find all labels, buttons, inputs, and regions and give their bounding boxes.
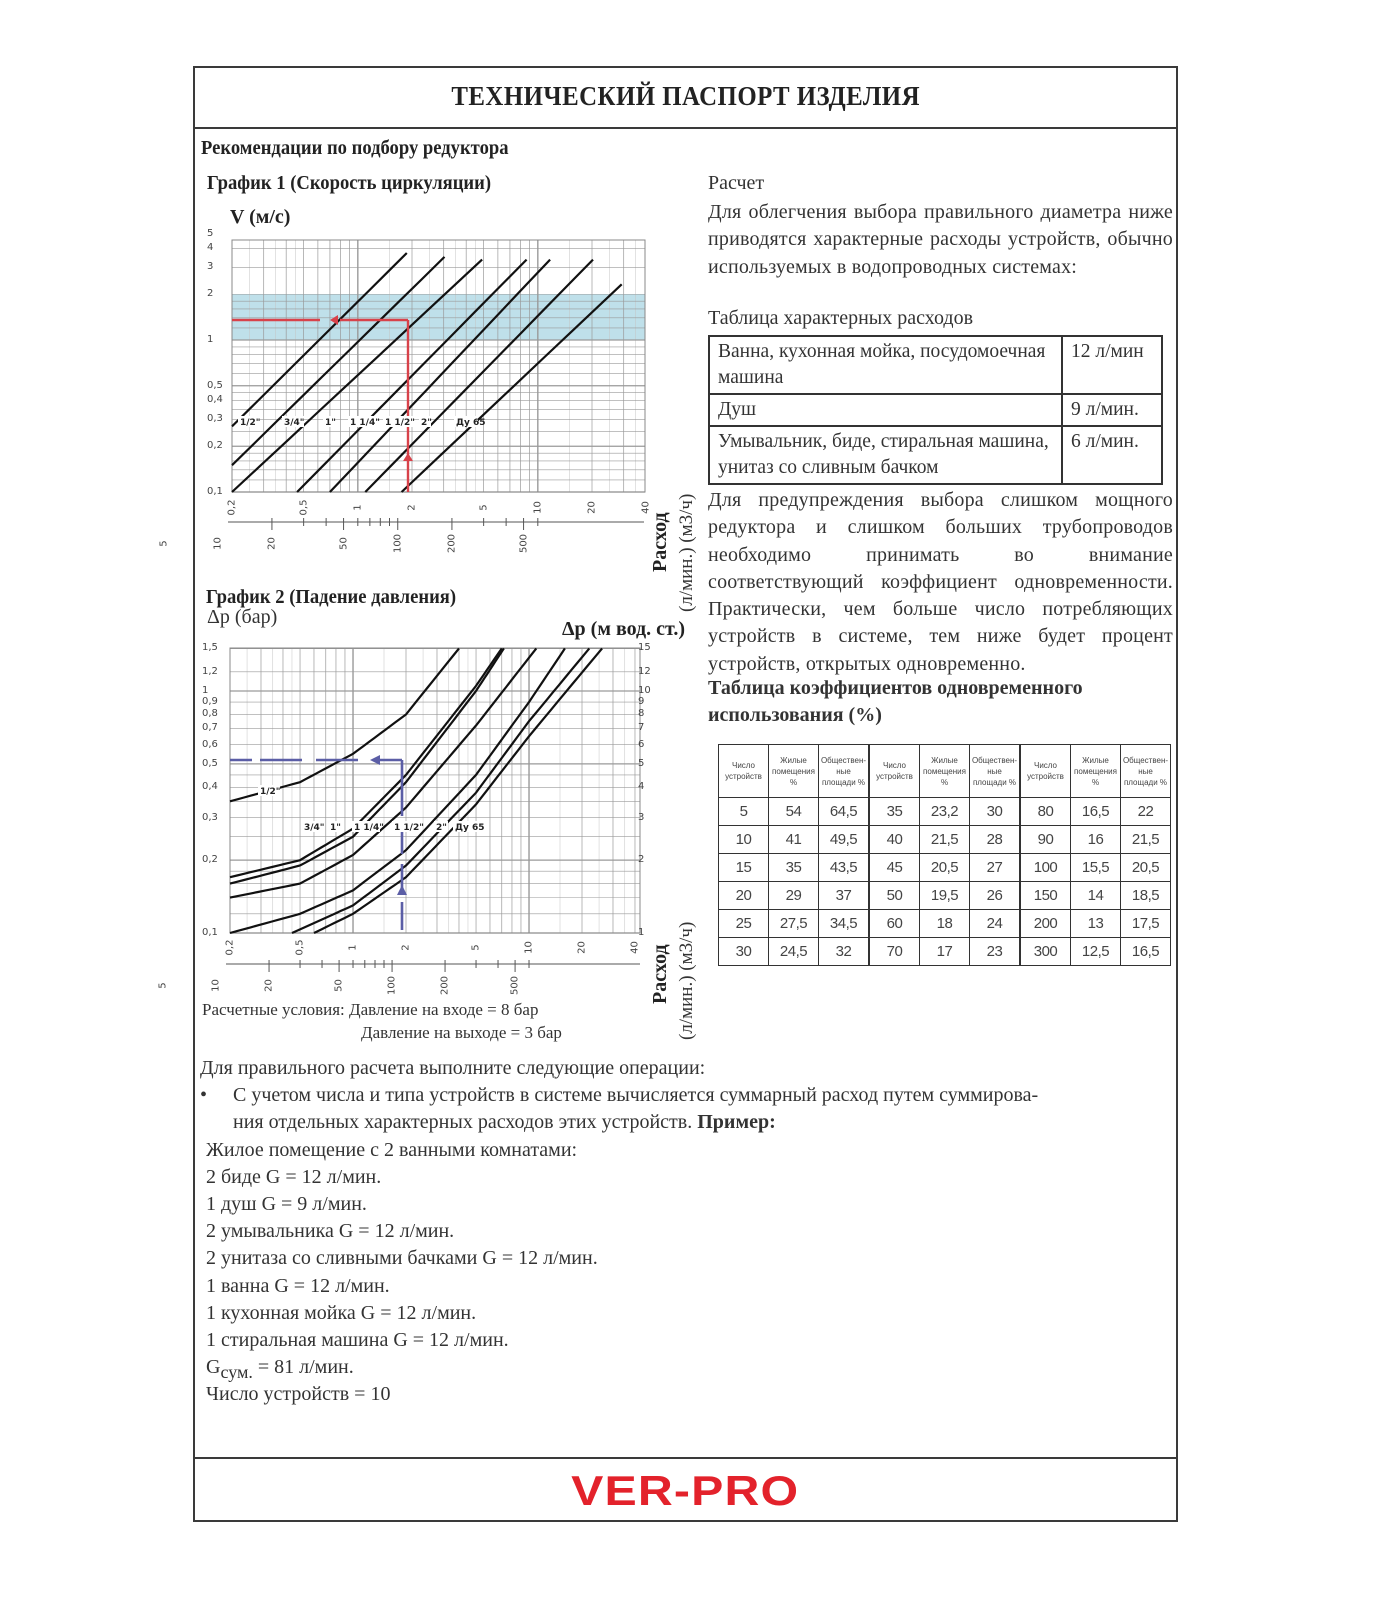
table-cell: 12,5 [1071, 938, 1121, 966]
x-tick-lmin: 5 [158, 540, 170, 547]
procedure-bullet [200, 1084, 1039, 1111]
conditions-inlet: Расчетные условия: Давление на входе = 8 бар [202, 1000, 539, 1019]
table-row [1021, 938, 1171, 966]
table-row [870, 798, 1020, 826]
x-tick-lmin: 5 [157, 982, 169, 989]
y-tick-mwc: 12 [638, 665, 651, 677]
table-cell: 45 [870, 854, 920, 882]
example-line: 1 кухонная мойка G = 12 л/мин. [206, 1301, 477, 1324]
device-count: Число устройств = 10 [206, 1383, 391, 1406]
coef-title-line1: Таблица коэффициентов одновременного [708, 677, 1083, 699]
x-tick: 10 [532, 501, 544, 514]
x-tick: 2 [406, 504, 418, 511]
device-cell: Душ [709, 394, 1062, 426]
column-header: Число устройств [719, 745, 769, 798]
x-tick-lmin: 20 [263, 979, 275, 992]
x-tick: 40 [629, 941, 641, 954]
y-tick-bar: 0,4 [202, 781, 218, 793]
y-tick: 0,4 [207, 394, 223, 406]
table-cell: 35 [769, 854, 819, 882]
table-cell: 15,5 [1071, 854, 1121, 882]
graph1-y-title: V (м/с) [230, 206, 291, 228]
table-row [870, 882, 1020, 910]
table-row [1021, 910, 1171, 938]
table-cell: 35 [870, 798, 920, 826]
y-tick-bar: 0,8 [202, 708, 218, 720]
column-header: Жилые помещения % [1071, 745, 1121, 798]
graph2-y-left-title: Δp (бар) [207, 606, 278, 628]
table-cell: 60 [870, 910, 920, 938]
x-tick: 20 [576, 941, 588, 954]
x-tick-lmin: 100 [392, 533, 404, 554]
column-header: Число устройств [1021, 745, 1071, 798]
curve-1 [230, 648, 504, 883]
graph2-x-subtitle: (л/мин.) (м3/ч) [676, 921, 697, 1040]
procedure [200, 1057, 1039, 1410]
device-cell: Ванна, кухонная мойка, посудомоечная машина [709, 336, 1062, 394]
curve-12 [230, 648, 459, 801]
column-header: Обществен-ные площади % [970, 745, 1020, 798]
x-tick: 0,2 [226, 499, 238, 516]
y-tick: 4 [207, 242, 214, 254]
example-label: Пример: [697, 1111, 776, 1134]
curve-label: 1 1/4" [350, 418, 380, 428]
y-tick-bar: 1 [202, 685, 209, 696]
table-cell: 19,5 [920, 882, 970, 910]
table-cell: 25 [719, 910, 769, 938]
graph1-x-ruler [228, 518, 648, 532]
table-row [870, 910, 1020, 938]
column-header: Жилые помещения % [920, 745, 970, 798]
table-cell: 70 [870, 938, 920, 966]
y-tick-bar: 0,3 [202, 811, 218, 823]
table-cell: 54 [769, 798, 819, 826]
graph1-x-title: Расход [649, 512, 671, 572]
table-cell: 300 [1021, 938, 1071, 966]
page-title: ТЕХНИЧЕСКИЙ ПАСПОРТ ИЗДЕЛИЯ [451, 81, 920, 111]
table-row [1021, 826, 1171, 854]
table-cell: 150 [1021, 882, 1071, 910]
graph2-x-ruler [226, 960, 646, 974]
table-cell: 27,5 [769, 910, 819, 938]
x-tick-lmin: 200 [439, 975, 451, 996]
x-tick-lmin: 50 [333, 979, 345, 992]
table-cell: 20 [719, 882, 769, 910]
table-cell: 43,5 [819, 854, 869, 882]
table-row [719, 882, 869, 910]
y-tick-mwc: 4 [638, 781, 645, 793]
table-cell: 50 [870, 882, 920, 910]
table-row [719, 798, 869, 826]
x-tick: 5 [470, 944, 482, 951]
table-cell: 100 [1021, 854, 1071, 882]
table-header-row [719, 745, 869, 798]
table-cell: 16,5 [1121, 938, 1171, 966]
table-cell: 90 [1021, 826, 1071, 854]
example-line: 1 стиральная машина G = 12 л/мин. [206, 1328, 509, 1351]
calc-heading: Расчет [708, 172, 765, 194]
y-tick: 0,2 [207, 440, 223, 452]
table-cell: 24 [970, 910, 1020, 938]
table-cell: 23,2 [920, 798, 970, 826]
y-tick-bar: 0,2 [202, 854, 218, 866]
x-tick-lmin: 10 [212, 537, 224, 550]
table-cell: 29 [769, 882, 819, 910]
sum-prefix: G [206, 1356, 221, 1379]
table-cell: 16,5 [1071, 798, 1121, 826]
table-row [870, 854, 1020, 882]
device-cell: Умывальник, биде, стиральная машина, унитаз со сливным бачком [709, 426, 1062, 484]
bullet-text-line2: ния отдельных характерных расходов этих устройств. [233, 1111, 693, 1134]
y-tick: 2 [207, 288, 214, 300]
table-cell: 15 [719, 854, 769, 882]
coef-table-2 [869, 744, 1020, 966]
table-row [709, 336, 1162, 394]
flow-cell: 12 л/мин [1062, 336, 1162, 394]
flow-cell: 9 л/мин. [1062, 394, 1162, 426]
table-cell: 37 [819, 882, 869, 910]
graph2-title: График 2 (Падение давления) [206, 586, 457, 608]
table-cell: 18 [920, 910, 970, 938]
graph1-chart [200, 227, 670, 560]
table-cell: 64,5 [819, 798, 869, 826]
x-tick: 0,2 [224, 939, 236, 956]
conditions-outlet: Давление на выходе = 3 бар [361, 1023, 562, 1042]
table-cell: 22 [1121, 798, 1171, 826]
example-line: Жилое помещение с 2 ванными комнатами: [206, 1138, 578, 1161]
table-cell: 27 [970, 854, 1020, 882]
example-line: 2 умывальника G = 12 л/мин. [206, 1220, 455, 1243]
y-tick-mwc: 10 [638, 685, 651, 696]
bullet-text-line1: С учетом числа и типа устройств в системе вычисляется суммарный расход путем суммирова- [233, 1084, 1039, 1107]
table-row [1021, 882, 1171, 910]
curve-label: 2" [421, 418, 432, 428]
bullet-icon: • [200, 1084, 208, 1107]
table-cell: 20,5 [920, 854, 970, 882]
example-line: 1 душ G = 9 л/мин. [206, 1192, 367, 1215]
example-line: 2 биде G = 12 л/мин. [206, 1165, 382, 1188]
table-cell: 13 [1071, 910, 1121, 938]
graph2-y-right-title: Δp (м вод. ст.) [562, 618, 686, 640]
example-line: 1 ванна G = 12 л/мин. [206, 1274, 390, 1297]
table-row [719, 910, 869, 938]
x-tick-lmin: 500 [509, 975, 521, 996]
column-header: Обществен-ные площади % [819, 745, 869, 798]
curve-label: Ду 65 [455, 823, 485, 833]
table-row [719, 938, 869, 966]
y-tick-mwc: 1 [638, 927, 645, 938]
table-header-row [1021, 745, 1171, 798]
x-tick-lmin: 100 [386, 975, 398, 996]
table-cell: 23 [970, 938, 1020, 966]
table-cell: 40 [870, 826, 920, 854]
table-cell: 24,5 [769, 938, 819, 966]
y-tick-bar: 0,7 [202, 722, 218, 734]
curve-label: 3/4" [284, 418, 305, 428]
calc-intro: Для облегчения выбора правильного диаметра ниже приводятся характерные расходы устройств, обычно используемых в водопроводных системах: [708, 201, 1173, 278]
table-row [719, 826, 869, 854]
x-tick-lmin: 200 [446, 533, 458, 554]
y-tick: 0,1 [207, 486, 223, 497]
table-cell: 32 [819, 938, 869, 966]
y-tick: 3 [207, 261, 214, 273]
curve-label: 1/2" [260, 787, 281, 797]
flow-table-title: Таблица характерных расходов [708, 307, 974, 329]
table-cell: 30 [970, 798, 1020, 826]
table-cell: 26 [970, 882, 1020, 910]
example-list [200, 1139, 776, 1357]
table-cell: 200 [1021, 910, 1071, 938]
curve-label: 1 1/2" [394, 823, 424, 833]
table-row [1021, 798, 1171, 826]
table-cell: 49,5 [819, 826, 869, 854]
y-tick-mwc: 3 [638, 811, 645, 823]
header [193, 66, 1178, 129]
y-tick: 0,5 [207, 379, 223, 391]
curve-label: 1/2" [240, 418, 261, 428]
x-tick: 1 [347, 944, 359, 951]
y-tick-mwc: 15 [638, 642, 651, 654]
y-tick-mwc: 8 [638, 708, 645, 720]
curve-label: 1 1/4" [354, 823, 384, 833]
x-tick: 10 [523, 941, 535, 954]
table-row [870, 826, 1020, 854]
curve-label: Ду 65 [456, 418, 486, 428]
procedure-intro: Для правильного расчета выполните следующие операции: [200, 1057, 706, 1079]
table-row [709, 394, 1162, 426]
procedure-bullet-line2 [200, 1111, 776, 1138]
x-tick: 0,5 [298, 499, 310, 516]
column-header: Число устройств [870, 745, 920, 798]
section-title: Рекомендации по подбору редуктора [201, 137, 509, 159]
table-cell: 10 [719, 826, 769, 854]
y-tick: 1 [207, 334, 214, 345]
x-tick: 40 [640, 501, 652, 514]
table-cell: 21,5 [920, 826, 970, 854]
curve-label: 3/4" [304, 823, 325, 833]
x-tick: 1 [352, 504, 364, 511]
graph1-x-subtitle: (л/мин.) (м3/ч) [676, 493, 697, 612]
coef-table-3 [1020, 744, 1171, 966]
table-cell: 5 [719, 798, 769, 826]
y-tick-bar: 0,5 [202, 757, 218, 769]
y-tick-mwc: 7 [638, 722, 645, 734]
y-tick-bar: 0,6 [202, 738, 218, 750]
table-cell: 17,5 [1121, 910, 1171, 938]
y-tick-bar: 1,5 [202, 642, 218, 654]
curve-label: 2" [436, 823, 447, 833]
y-tick-bar: 1,2 [202, 665, 218, 677]
table-cell: 34,5 [819, 910, 869, 938]
x-tick-lmin: 50 [338, 537, 350, 550]
y-tick: 0,3 [207, 413, 223, 425]
x-tick-lmin: 10 [210, 979, 222, 992]
table-cell: 28 [970, 826, 1020, 854]
graph2-x-title: Расход [649, 944, 671, 1004]
curve-label: 1" [325, 418, 336, 428]
curve-label: 1" [330, 823, 341, 833]
x-tick: 5 [478, 504, 490, 511]
flow-cell: 6 л/мин. [1062, 426, 1162, 484]
y-tick-bar: 0,1 [202, 927, 218, 938]
sum-line [200, 1356, 776, 1383]
column-header: Обществен-ные площади % [1121, 745, 1171, 798]
table-row [709, 426, 1162, 484]
example-line: 2 унитаза со сливными бачками G = 12 л/мин. [206, 1247, 598, 1270]
x-tick-lmin: 20 [266, 537, 278, 550]
y-tick-bar: 0,9 [202, 696, 218, 708]
table-cell: 21,5 [1121, 826, 1171, 854]
table-cell: 41 [769, 826, 819, 854]
curve-label: 1 1/2" [385, 418, 415, 428]
table-cell: 80 [1021, 798, 1071, 826]
x-tick: 20 [586, 501, 598, 514]
sum-value: = 81 л/мин. [252, 1356, 354, 1379]
table-cell: 18,5 [1121, 882, 1171, 910]
table-row [1021, 854, 1171, 882]
graph2-chart [200, 640, 670, 950]
y-tick-mwc: 6 [638, 738, 645, 750]
ver-pro-logo: VER-PRO [571, 1466, 800, 1514]
y-tick-mwc: 5 [638, 757, 645, 769]
table-row [719, 854, 869, 882]
coef-title-line2: использования (%) [708, 704, 882, 726]
x-tick: 0,5 [294, 939, 306, 956]
column-header: Жилые помещения % [769, 745, 819, 798]
flow-table [708, 335, 1163, 485]
table-header-row [870, 745, 1020, 798]
x-tick-lmin: 500 [518, 533, 530, 554]
table-cell: 30 [719, 938, 769, 966]
graph1-title: График 1 (Скорость циркуляции) [207, 172, 492, 194]
table-cell: 20,5 [1121, 854, 1171, 882]
coef-table-1 [718, 744, 869, 966]
x-tick: 2 [400, 944, 412, 951]
table-cell: 14 [1071, 882, 1121, 910]
y-tick-mwc: 9 [638, 696, 645, 708]
table-row [870, 938, 1020, 966]
table-cell: 16 [1071, 826, 1121, 854]
y-tick-mwc: 2 [638, 854, 645, 866]
footer [193, 1457, 1178, 1522]
sum-subscript: сум. [220, 1362, 253, 1383]
simultaneity-text: Для предупреждения выбора слишком мощного редуктора и слишком больших трубопроводов необходимо принимать во внимание соответствующий коэффициент одновременности. Практически, чем больше число потребляющих устройств в системе, тем ниже будет процент устройств, открытых одновременно. [708, 489, 1173, 675]
y-tick: 5 [207, 227, 214, 239]
table-cell: 17 [920, 938, 970, 966]
